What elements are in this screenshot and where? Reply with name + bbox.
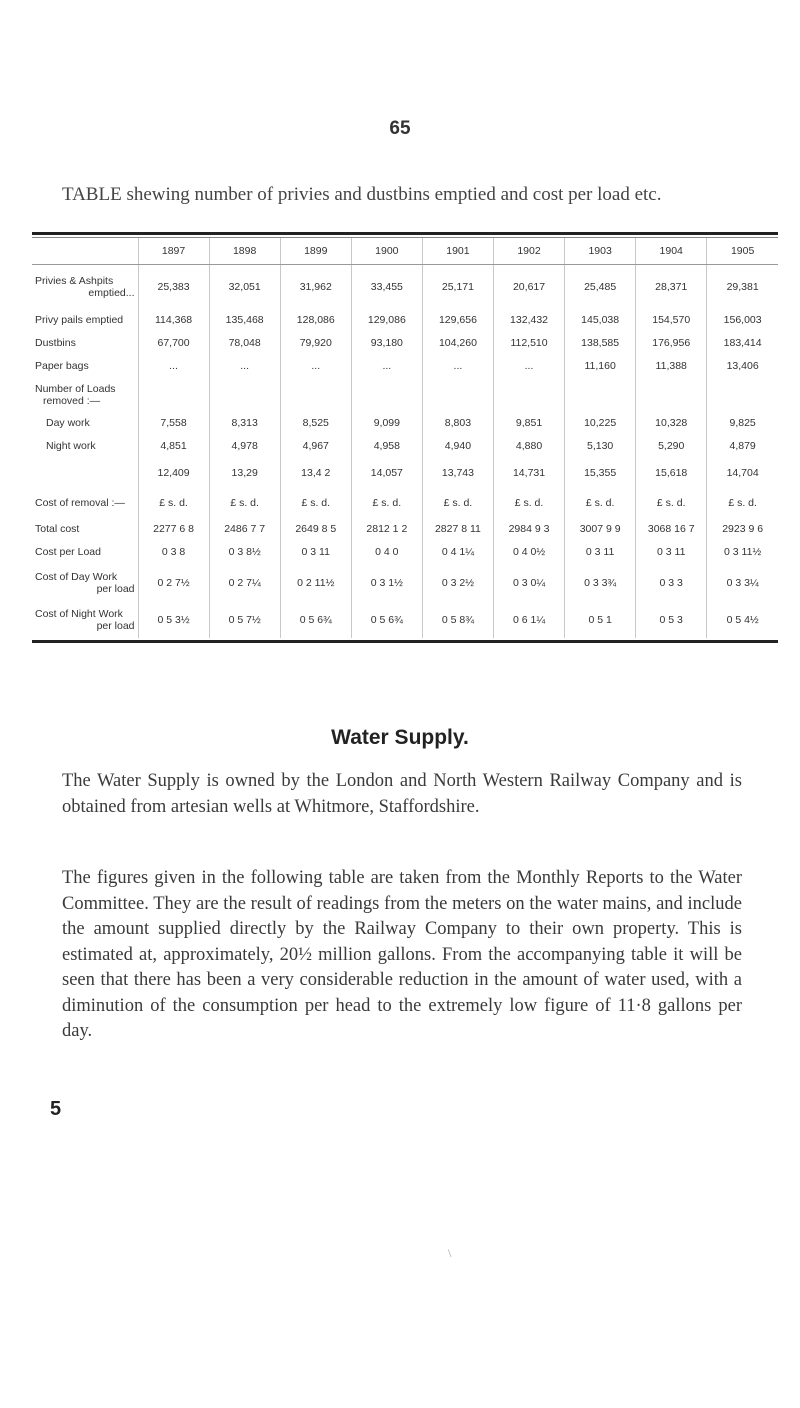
table-cell: 138,585 [565, 332, 636, 355]
table-cell-empty [138, 378, 209, 412]
table-cell: 0 5 3 [636, 602, 707, 638]
night-cost-label-line2: per load [96, 619, 135, 632]
table-cell: 2277 6 8 [138, 518, 209, 541]
header-row [32, 238, 778, 265]
table-row-night-work [32, 435, 778, 458]
table-top-rule [32, 232, 778, 235]
table-cell: 0 3 3¼ [707, 564, 778, 602]
table-cell: 10,328 [636, 412, 707, 435]
table-cell: 79,920 [280, 332, 351, 355]
table-cell: £ s. d. [422, 488, 493, 518]
table-cell: 28,371 [636, 265, 707, 309]
table-cell-empty [209, 378, 280, 412]
table-cell: 0 5 1 [565, 602, 636, 638]
table-cell: 14,057 [351, 458, 422, 488]
table-cell: 20,617 [493, 265, 564, 309]
table-cell: 2812 1 2 [351, 518, 422, 541]
table-row-cost-per-load [32, 541, 778, 564]
table-cell: 0 3 0¼ [493, 564, 564, 602]
year-header: 1897 [138, 238, 209, 265]
day-cost-label-line1: Cost of Day Work [35, 570, 118, 583]
table-cell: 112,510 [493, 332, 564, 355]
table-caption: TABLE shewing number of privies and dustbins emptied and cost per load etc. [62, 184, 662, 205]
table-row-day-work [32, 412, 778, 435]
table-cell: 0 3 8 [138, 541, 209, 564]
water-supply-heading: Water Supply. [331, 726, 469, 749]
table-cell: ... [351, 355, 422, 378]
table-cell: 8,803 [422, 412, 493, 435]
table-cell: 4,967 [280, 435, 351, 458]
table-cell: 0 3 11½ [707, 541, 778, 564]
table-cell: 0 4 1¼ [422, 541, 493, 564]
table-cell: 0 2 7¼ [209, 564, 280, 602]
table-cell: 14,731 [493, 458, 564, 488]
table-cell: £ s. d. [565, 488, 636, 518]
table-cell: 11,388 [636, 355, 707, 378]
table-cell: 0 3 11 [280, 541, 351, 564]
privies-dustbins-table [32, 238, 778, 638]
page-number: 65 [389, 118, 411, 139]
table-cell-empty [636, 378, 707, 412]
table-bottom-rule [32, 640, 778, 643]
table-cell: 9,851 [493, 412, 564, 435]
signature-mark: 5 [50, 1098, 62, 1120]
table-cell: 129,656 [422, 309, 493, 332]
table-cell: 4,940 [422, 435, 493, 458]
row-label-day-work: Day work [46, 417, 90, 429]
water-supply-paragraph-2: The figures given in the following table are taken from the Monthly Reports to the Water Committee. They are the result of readings from the meters on the water mains, and include the amount supplied directly by the Railway Company to their own property. This is estimated at, approximately, 20½ million gallons. From the accompanying table it will be seen that there has been a very considerable reduction in the amount of water used, with a diminution of the consumption per head to the extremely low figure of 11·8 gallons per day. [62, 868, 742, 1041]
table-cell: 129,086 [351, 309, 422, 332]
table-cell: 0 3 3 [636, 564, 707, 602]
loads-heading-line2: removed :— [43, 394, 101, 407]
table-row-day-cost [32, 564, 778, 602]
table-cell: £ s. d. [707, 488, 778, 518]
table-cell: 176,956 [636, 332, 707, 355]
table-cell: £ s. d. [138, 488, 209, 518]
row-label-privies-line1: Privies & Ashpits [35, 274, 114, 287]
table-row-dustbins [32, 332, 778, 355]
row-label-dustbins: Dustbins [35, 337, 76, 349]
table-cell: 4,958 [351, 435, 422, 458]
year-header: 1902 [493, 238, 564, 265]
table-cell: £ s. d. [280, 488, 351, 518]
table-cell: 11,160 [565, 355, 636, 378]
table-cell: 9,825 [707, 412, 778, 435]
table-cell: 0 6 1¼ [493, 602, 564, 638]
statistics-table-wrapper [32, 232, 778, 643]
table-cell: 13,4 2 [280, 458, 351, 488]
table-cell-empty [565, 378, 636, 412]
table-cell: 13,29 [209, 458, 280, 488]
row-label-day-cost [32, 564, 138, 602]
stray-mark: \ [448, 1246, 452, 1260]
row-label-total-loads [32, 458, 138, 488]
table-cell-empty [493, 378, 564, 412]
row-label-total-cost: Total cost [35, 523, 80, 535]
table-cell: 12,409 [138, 458, 209, 488]
table-row-total-loads [32, 458, 778, 488]
table-row-night-cost [32, 602, 778, 638]
table-cell: 33,455 [351, 265, 422, 309]
table-cell: 25,485 [565, 265, 636, 309]
table-cell: 15,618 [636, 458, 707, 488]
table-cell: 0 5 6¾ [280, 602, 351, 638]
table-cell: 104,260 [422, 332, 493, 355]
table-cell: 3007 9 9 [565, 518, 636, 541]
table-cell: £ s. d. [493, 488, 564, 518]
water-supply-paragraph-1: The Water Supply is owned by the London and North Western Railway Company and is obtained from artesian wells at Whitmore, Staffordshire. [62, 771, 742, 817]
table-cell: 0 2 7½ [138, 564, 209, 602]
table-cell: 5,130 [565, 435, 636, 458]
row-label-night-work: Night work [46, 440, 96, 452]
table-cell: 0 3 8½ [209, 541, 280, 564]
year-header: 1898 [209, 238, 280, 265]
table-cell: 132,432 [493, 309, 564, 332]
table-cell: 78,048 [209, 332, 280, 355]
table-cell: 114,368 [138, 309, 209, 332]
table-cell: 0 5 3½ [138, 602, 209, 638]
table-cell: 0 5 8¾ [422, 602, 493, 638]
year-header: 1899 [280, 238, 351, 265]
table-cell: 183,414 [707, 332, 778, 355]
table-cell: 0 4 0 [351, 541, 422, 564]
table-cell: 0 2 11½ [280, 564, 351, 602]
table-cell: 8,525 [280, 412, 351, 435]
table-cell: ... [138, 355, 209, 378]
year-header: 1901 [422, 238, 493, 265]
table-cell-empty [280, 378, 351, 412]
year-header: 1904 [636, 238, 707, 265]
table-cell: 4,879 [707, 435, 778, 458]
table-cell: ... [493, 355, 564, 378]
table-cell: £ s. d. [351, 488, 422, 518]
year-header: 1903 [565, 238, 636, 265]
table-row-paper-bags [32, 355, 778, 378]
table-cell: 0 5 7½ [209, 602, 280, 638]
row-label-loads-heading [32, 378, 138, 412]
table-cell: 0 3 1½ [351, 564, 422, 602]
table-cell: 4,880 [493, 435, 564, 458]
table-cell: 4,978 [209, 435, 280, 458]
table-cell: 2486 7 7 [209, 518, 280, 541]
row-label-privies-line2: emptied... [88, 286, 135, 299]
table-cell: ... [209, 355, 280, 378]
row-label-cost-per-load: Cost per Load [35, 546, 101, 558]
table-cell: 67,700 [138, 332, 209, 355]
table-cell: £ s. d. [636, 488, 707, 518]
table-cell-empty [351, 378, 422, 412]
table-row-cost-heading [32, 488, 778, 518]
table-cell: 29,381 [707, 265, 778, 309]
table-cell: 13,743 [422, 458, 493, 488]
table-cell: 0 3 3¾ [565, 564, 636, 602]
table-cell: 15,355 [565, 458, 636, 488]
row-label-night-cost [32, 602, 138, 638]
table-cell: 135,468 [209, 309, 280, 332]
table-cell: 0 3 11 [565, 541, 636, 564]
table-row-total-cost [32, 518, 778, 541]
row-label-paper-bags: Paper bags [35, 360, 89, 372]
table-cell: ... [280, 355, 351, 378]
table-cell: 156,003 [707, 309, 778, 332]
table-cell-empty [422, 378, 493, 412]
table-cell: 2827 8 11 [422, 518, 493, 541]
table-cell: 3068 16 7 [636, 518, 707, 541]
table-cell: 154,570 [636, 309, 707, 332]
table-cell: 25,171 [422, 265, 493, 309]
table-cell: 93,180 [351, 332, 422, 355]
night-cost-label-line1: Cost of Night Work [35, 607, 123, 620]
table-cell: 9,099 [351, 412, 422, 435]
loads-heading-line1: Number of Loads [35, 382, 116, 395]
year-header: 1900 [351, 238, 422, 265]
table-cell-empty [707, 378, 778, 412]
table-row-loads-heading [32, 378, 778, 412]
table-cell: 7,558 [138, 412, 209, 435]
row-label-privy-pails: Privy pails emptied [35, 314, 124, 326]
table-cell: 5,290 [636, 435, 707, 458]
table-cell: 2984 9 3 [493, 518, 564, 541]
table-cell: 32,051 [209, 265, 280, 309]
table-row-privy-pails [32, 309, 778, 332]
table-cell: ... [422, 355, 493, 378]
table-cell: 128,086 [280, 309, 351, 332]
table-cell: 13,406 [707, 355, 778, 378]
table-row-privies [32, 265, 778, 309]
table-cell: 0 3 11 [636, 541, 707, 564]
day-cost-label-line2: per load [96, 582, 135, 595]
row-label-cost-removal: Cost of removal :— [35, 496, 125, 509]
header-corner [32, 238, 138, 265]
table-cell: 14,704 [707, 458, 778, 488]
table-cell: 4,851 [138, 435, 209, 458]
table-cell: 25,383 [138, 265, 209, 309]
table-cell: 10,225 [565, 412, 636, 435]
table-cell: 0 3 2½ [422, 564, 493, 602]
table-cell: £ s. d. [209, 488, 280, 518]
table-cell: 0 5 6¾ [351, 602, 422, 638]
table-cell: 2923 9 6 [707, 518, 778, 541]
table-cell: 2649 8 5 [280, 518, 351, 541]
row-label-privies [32, 265, 138, 309]
year-header: 1905 [707, 238, 778, 265]
table-cell: 8,313 [209, 412, 280, 435]
table-cell: 145,038 [565, 309, 636, 332]
table-cell: 0 4 0½ [493, 541, 564, 564]
table-cell: 0 5 4½ [707, 602, 778, 638]
table-cell: 31,962 [280, 265, 351, 309]
